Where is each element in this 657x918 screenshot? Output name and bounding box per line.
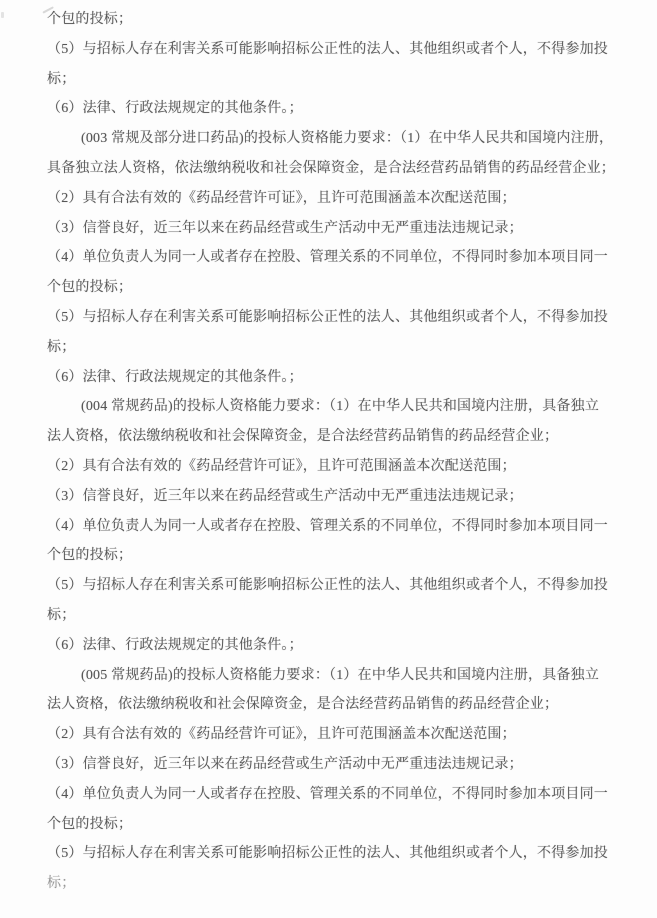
text-line: （6）法律、行政法规规定的其他条件。； <box>47 369 303 385</box>
text-line-section-004: (004 常规药品)的投标人资格能力要求：（1）在中华人民共和国境内注册，具备独立 <box>81 399 600 415</box>
text-line: （2）具有合法有效的《药品经营许可证》，且许可范围涵盖本次配送范围； <box>47 458 516 474</box>
text-line: （3）信誉良好，近三年以来在药品经营或生产活动中无严重违法违规记录； <box>47 488 523 504</box>
text-line: （6）法律、行政法规规定的其他条件。； <box>47 101 303 117</box>
text-line: （4）单位负责人为同一人或者存在控股、管理关系的不同单位，不得同时参加本项目同一 <box>47 250 608 266</box>
text-line: （2）具有合法有效的《药品经营许可证》，且许可范围涵盖本次配送范围； <box>47 727 516 743</box>
text-line: 标； <box>47 876 76 892</box>
text-line: 标； <box>47 607 76 623</box>
text-line: 标； <box>47 71 76 87</box>
text-line: （3）信誉良好，近三年以来在药品经营或生产活动中无严重违法违规记录； <box>47 756 523 772</box>
scan-artifact <box>1 12 4 18</box>
text-line: （5）与招标人存在利害关系可能影响招标公正性的法人、其他组织或者个人，不得参加投 <box>47 41 608 57</box>
text-line: 个包的投标； <box>47 816 133 832</box>
document-text-block <box>47 5 617 899</box>
text-line: 个包的投标； <box>47 12 133 27</box>
text-line: 个包的投标； <box>47 280 133 296</box>
text-line: 法人资格，依法缴纳税收和社会保障资金，是合法经营药品销售的药品经营企业； <box>47 697 559 713</box>
text-line: （4）单位负责人为同一人或者存在控股、管理关系的不同单位，不得同时参加本项目同一 <box>47 518 608 534</box>
text-line: （5）与招标人存在利害关系可能影响招标公正性的法人、其他组织或者个人，不得参加投 <box>47 309 608 325</box>
text-line: （2）具有合法有效的《药品经营许可证》，且许可范围涵盖本次配送范围； <box>47 190 516 206</box>
text-line: （5）与招标人存在利害关系可能影响招标公正性的法人、其他组织或者个人，不得参加投 <box>47 578 608 594</box>
text-line-section-005: (005 常规药品)的投标人资格能力要求：（1）在中华人民共和国境内注册，具备独立 <box>81 667 600 683</box>
text-line: 个包的投标； <box>47 548 133 564</box>
text-line: （4）单位负责人为同一人或者存在控股、管理关系的不同单位，不得同时参加本项目同一 <box>47 786 608 802</box>
text-line: （5）与招标人存在利害关系可能影响招标公正性的法人、其他组织或者个人，不得参加投 <box>47 846 608 862</box>
text-line: 法人资格，依法缴纳税收和社会保障资金，是合法经营药品销售的药品经营企业； <box>47 429 559 445</box>
text-line: （3）信誉良好，近三年以来在药品经营或生产活动中无严重违法违规记录； <box>47 220 523 236</box>
text-line-section-003: (003 常规及部分进口药品)的投标人资格能力要求：（1）在中华人民共和国境内注册， <box>81 131 614 147</box>
text-line: 标； <box>47 339 76 355</box>
text-line: 具备独立法人资格，依法缴纳税收和社会保障资金，是合法经营药品销售的药品经营企业； <box>47 160 615 176</box>
text-line: （6）法律、行政法规规定的其他条件。； <box>47 637 303 653</box>
